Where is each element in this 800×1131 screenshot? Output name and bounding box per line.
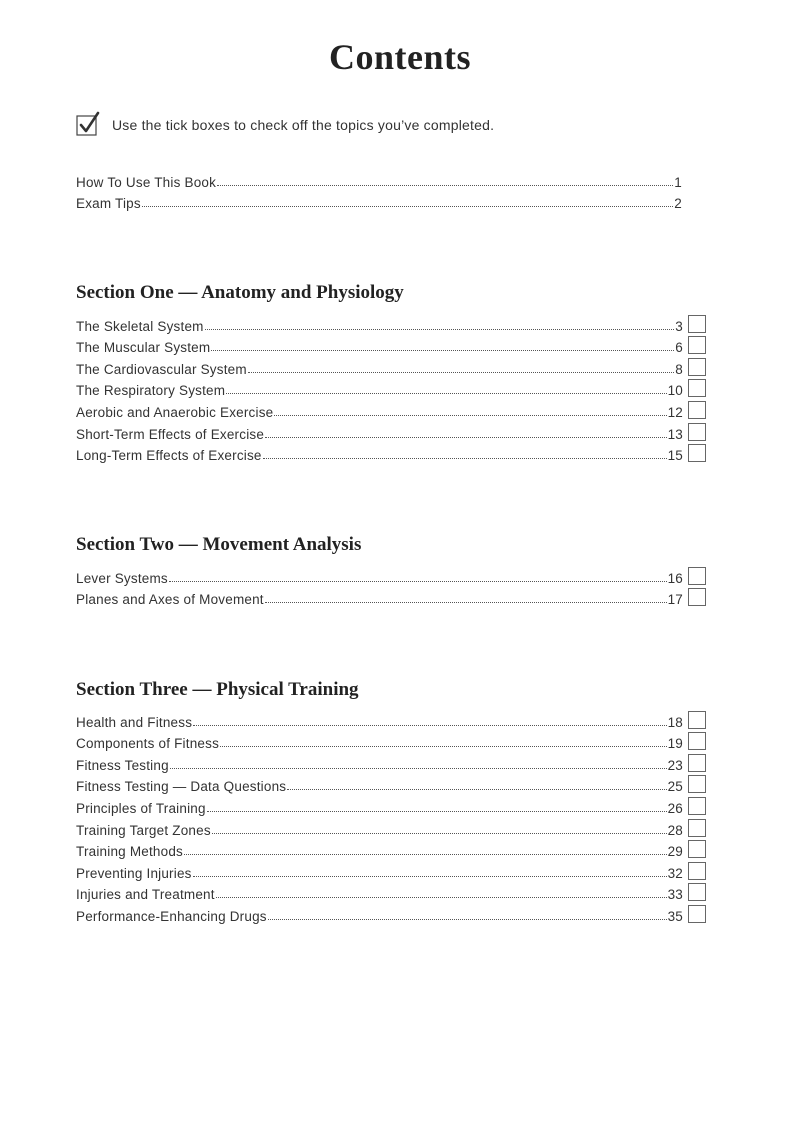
dot-leader bbox=[265, 437, 667, 438]
dot-leader bbox=[274, 415, 666, 416]
toc-entry[interactable] bbox=[76, 377, 706, 399]
toc-entry-title: Health and Fitness bbox=[76, 714, 193, 730]
dot-leader bbox=[207, 811, 667, 812]
checked-box-icon bbox=[76, 114, 98, 136]
tick-checkbox[interactable] bbox=[688, 315, 706, 333]
toc-entry[interactable] bbox=[76, 586, 706, 608]
toc-entry-page: 28 bbox=[667, 822, 683, 838]
dot-leader bbox=[220, 746, 667, 747]
section-three-list bbox=[76, 708, 706, 924]
tick-checkbox[interactable] bbox=[688, 883, 706, 901]
toc-entry-page: 15 bbox=[667, 448, 683, 464]
toc-entry-title: Training Target Zones bbox=[76, 822, 211, 838]
toc-entry[interactable] bbox=[76, 794, 706, 816]
toc-entry-title: Short-Term Effects of Exercise bbox=[76, 426, 265, 442]
tick-checkbox[interactable] bbox=[688, 588, 706, 606]
toc-entry-title: Lever Systems bbox=[76, 570, 168, 586]
dot-leader bbox=[193, 876, 667, 877]
toc-entry-title: The Muscular System bbox=[76, 340, 211, 356]
toc-entry-title: Preventing Injuries bbox=[76, 865, 192, 881]
toc-entry-page: 29 bbox=[667, 844, 683, 860]
tick-checkbox[interactable] bbox=[688, 379, 706, 397]
toc-entry-page: 18 bbox=[667, 714, 683, 730]
toc-entry-page: 19 bbox=[667, 736, 683, 752]
toc-entry-title: Planes and Axes of Movement bbox=[76, 592, 264, 608]
section-one-list bbox=[76, 312, 706, 463]
toc-entry[interactable] bbox=[76, 398, 706, 420]
toc-entry-page: 35 bbox=[667, 908, 683, 924]
toc-entry[interactable] bbox=[76, 859, 706, 881]
dot-leader bbox=[217, 185, 673, 186]
toc-entry-title: Long-Term Effects of Exercise bbox=[76, 448, 262, 464]
tick-checkbox[interactable] bbox=[688, 775, 706, 793]
tick-checkbox[interactable] bbox=[688, 401, 706, 419]
toc-entry[interactable] bbox=[76, 730, 706, 752]
tick-checkbox[interactable] bbox=[688, 711, 706, 729]
toc-entry-title: The Respiratory System bbox=[76, 383, 226, 399]
toc-entry-title: Training Methods bbox=[76, 844, 184, 860]
toc-entry-title: Fitness Testing bbox=[76, 757, 169, 773]
toc-entry-title: Aerobic and Anaerobic Exercise bbox=[76, 404, 274, 420]
tick-instruction-text: Use the tick boxes to check off the topics you’ve completed. bbox=[112, 117, 495, 133]
section-two-list bbox=[76, 564, 706, 607]
toc-entry-title: Fitness Testing — Data Questions bbox=[76, 779, 287, 795]
dot-leader bbox=[193, 725, 666, 726]
toc-entry[interactable] bbox=[76, 334, 706, 356]
dot-leader bbox=[211, 350, 674, 351]
toc-entry-page: 26 bbox=[667, 800, 683, 816]
toc-entry-page: 2 bbox=[674, 196, 682, 212]
page-title: Contents bbox=[328, 37, 471, 77]
toc-entry[interactable] bbox=[76, 190, 682, 212]
toc-entry[interactable] bbox=[76, 751, 706, 773]
tick-checkbox[interactable] bbox=[688, 444, 706, 462]
tick-checkbox[interactable] bbox=[688, 862, 706, 880]
toc-entry-page: 33 bbox=[667, 887, 683, 903]
dot-leader bbox=[268, 919, 667, 920]
toc-entry-title: The Skeletal System bbox=[76, 318, 204, 334]
toc-entry[interactable] bbox=[76, 838, 706, 860]
dot-leader bbox=[169, 581, 667, 582]
dot-leader bbox=[142, 206, 673, 207]
toc-entry-title: Components of Fitness bbox=[76, 736, 220, 752]
tick-checkbox[interactable] bbox=[688, 797, 706, 815]
dot-leader bbox=[205, 329, 675, 330]
dot-leader bbox=[216, 897, 667, 898]
toc-entry-page: 8 bbox=[675, 361, 683, 377]
toc-entry-page: 6 bbox=[675, 340, 683, 356]
toc-entry-page: 16 bbox=[667, 570, 683, 586]
toc-entry[interactable] bbox=[76, 708, 706, 730]
dot-leader bbox=[212, 833, 667, 834]
toc-entry-page: 23 bbox=[667, 757, 683, 773]
section-heading: Section Three — Physical Training bbox=[76, 679, 359, 700]
tick-checkbox[interactable] bbox=[688, 567, 706, 585]
tick-checkbox[interactable] bbox=[688, 819, 706, 837]
tick-checkbox[interactable] bbox=[688, 732, 706, 750]
toc-entry[interactable] bbox=[76, 168, 682, 190]
tick-checkbox[interactable] bbox=[688, 336, 706, 354]
tick-checkbox[interactable] bbox=[688, 840, 706, 858]
dot-leader bbox=[248, 372, 674, 373]
dot-leader bbox=[184, 854, 667, 855]
tick-checkbox[interactable] bbox=[688, 358, 706, 376]
tick-instruction bbox=[76, 112, 494, 138]
toc-entry-title: Performance-Enhancing Drugs bbox=[76, 908, 267, 924]
toc-entry[interactable] bbox=[76, 881, 706, 903]
toc-entry-title: Exam Tips bbox=[76, 196, 141, 212]
toc-entry-page: 3 bbox=[675, 318, 683, 334]
tick-checkbox[interactable] bbox=[688, 423, 706, 441]
toc-entry[interactable] bbox=[76, 564, 706, 586]
toc-entry-page: 17 bbox=[667, 592, 683, 608]
toc-entry[interactable] bbox=[76, 816, 706, 838]
dot-leader bbox=[263, 458, 667, 459]
section-heading: Section One — Anatomy and Physiology bbox=[76, 282, 404, 303]
toc-entry[interactable] bbox=[76, 355, 706, 377]
intro-list bbox=[76, 168, 682, 211]
toc-entry[interactable] bbox=[76, 312, 706, 334]
toc-entry-page: 10 bbox=[667, 383, 683, 399]
dot-leader bbox=[287, 789, 666, 790]
dot-leader bbox=[226, 393, 666, 394]
tick-checkbox[interactable] bbox=[688, 905, 706, 923]
tick-checkbox[interactable] bbox=[688, 754, 706, 772]
toc-entry-page: 13 bbox=[667, 426, 683, 442]
section-heading: Section Two — Movement Analysis bbox=[76, 534, 362, 555]
dot-leader bbox=[265, 602, 667, 603]
toc-entry[interactable] bbox=[76, 442, 706, 464]
toc-entry[interactable] bbox=[76, 773, 706, 795]
toc-entry-page: 1 bbox=[674, 174, 682, 190]
dot-leader bbox=[170, 768, 667, 769]
toc-entry-title: Injuries and Treatment bbox=[76, 887, 215, 903]
toc-entry-title: How To Use This Book bbox=[76, 174, 217, 190]
toc-entry-title: Principles of Training bbox=[76, 800, 206, 816]
toc-entry-page: 12 bbox=[667, 404, 683, 420]
toc-entry[interactable] bbox=[76, 420, 706, 442]
toc-entry[interactable] bbox=[76, 902, 706, 924]
toc-entry-page: 32 bbox=[667, 865, 683, 881]
toc-entry-title: The Cardiovascular System bbox=[76, 361, 247, 377]
toc-entry-page: 25 bbox=[667, 779, 683, 795]
